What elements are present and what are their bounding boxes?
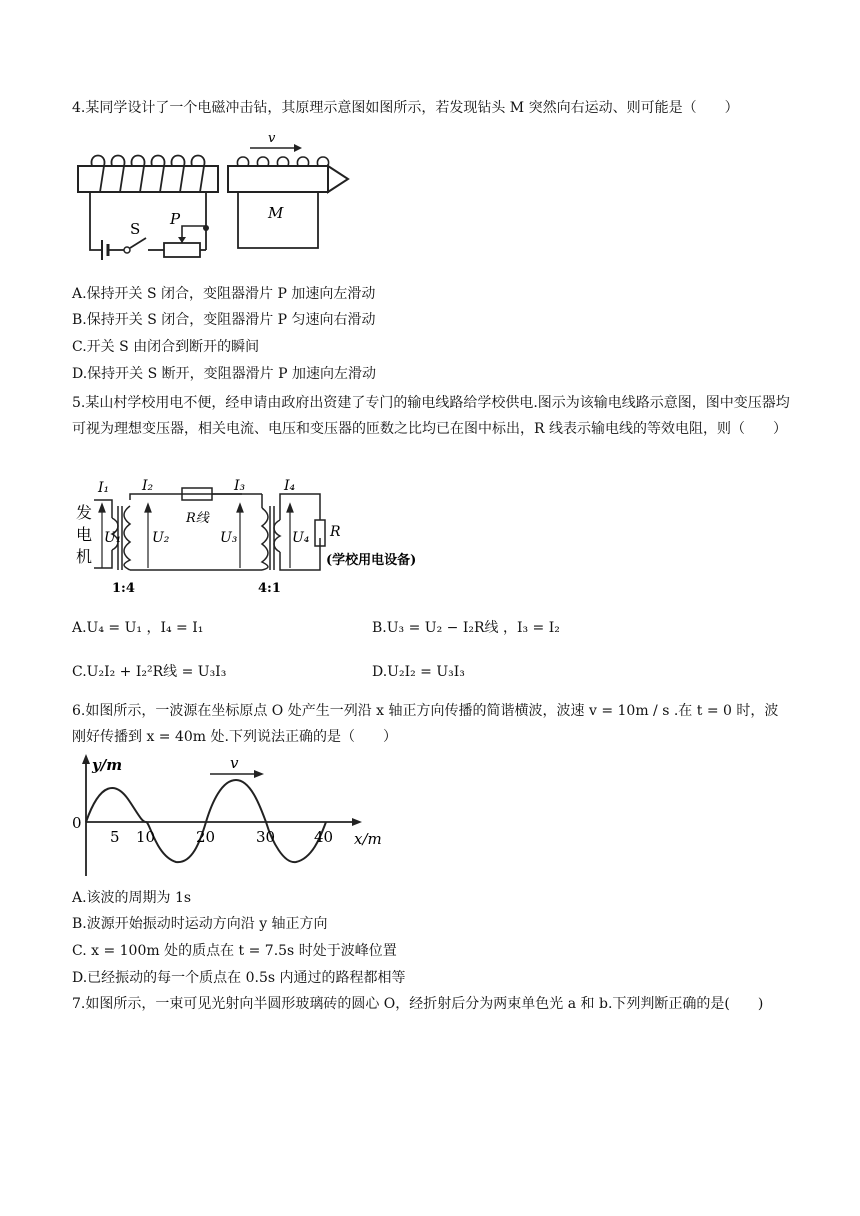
q5-school-label: (学校用电设备) [326,553,417,568]
q6-option-a: A.该波的周期为 1s [72,890,192,906]
q4-option-c: C.开关 S 由闭合到断开的瞬间 [72,339,260,355]
q5-option-a: A.U₄ = U₁ ，I₄ = I₁ [72,620,204,636]
q4-v-label: v [268,131,276,146]
q5-U2: U₂ [152,530,170,546]
q5-option-d: D.U₂I₂ = U₃I₃ [372,664,465,680]
q5-I4: I₄ [284,478,296,494]
q5-option-c: C.U₂I₂ + I₂²R线 = U₃I₃ [72,664,227,680]
q4-stem: 4.某同学设计了一个电磁冲击钻，其原理示意图如图所示，若发现钻头 M 突然向右运动、则可能是（ ） [72,100,739,116]
q6-tick-10: 10 [136,828,156,846]
q5-option-b: B.U₃ = U₂ − I₂R线 ，I₃ = I₂ [372,620,560,636]
q6-v-label: v [230,754,239,772]
q6-wave [86,780,326,862]
q5-U4: U₄ [292,530,310,546]
q5-generator-label: 发 电 机 [76,503,93,566]
q6-tick-30: 30 [256,828,276,846]
q4-M-label: M [268,204,284,222]
q5-stem: 5.某山村学校用电不便，经申请由政府出资建了专门的输电线路给学校供电.图示为该输电线路示意图，图中变压器均可视为理想变压器，相关电流、电压和变压器的匝数之比均已在图中标出，R 线表示输电线的等效电阻，则（ ） [72,395,790,437]
q6-figure [72,752,392,882]
q4-figure [72,130,362,265]
q5-Rline: R线 [186,511,209,526]
q7-stem: 7.如图所示，一束可见光射向半圆形玻璃砖的圆心 O，经折射后分为两束单色光 a 和 b.下列判断正确的是( ) [72,996,764,1012]
q6-option-b: B.波源开始振动时运动方向沿 y 轴正方向 [72,916,328,932]
q4-option-a: A.保持开关 S 闭合，变阻器滑片 P 加速向左滑动 [72,286,376,302]
q6-x-label: x/m [354,830,382,848]
q5-R: R [330,524,341,540]
q6-origin: 0 [72,814,82,832]
q5-figure [72,478,452,596]
q4-option-b: B.保持开关 S 闭合，变阻器滑片 P 匀速向右滑动 [72,312,376,328]
q6-option-d: D.已经振动的每一个质点在 0.5s 内通过的路程都相等 [72,970,406,986]
q5-I1: I₁ [98,480,110,496]
q6-tick-5: 5 [110,828,120,846]
q6-tick-20: 20 [196,828,216,846]
q6-stem: 6.如图所示，一波源在坐标原点 O 处产生一列沿 x 轴正方向传播的简谐横波，波速 v = 10m / s .在 t = 0 时，波刚好传播到 x = 40m 处.下列说法正确的是（ ） [72,703,779,745]
q4-option-d: D.保持开关 S 断开，变阻器滑片 P 加速向左滑动 [72,366,376,382]
q4-P-label: P [170,210,181,228]
q5-U3: U₃ [220,530,238,546]
q6-tick-40: 40 [314,828,334,846]
q5-U1: U₁ [104,530,122,546]
q5-ratio1: 1:4 [112,581,135,596]
q6-y-label: y/m [92,756,123,774]
q6-option-c: C. x = 100m 处的质点在 t = 7.5s 时处于波峰位置 [72,943,397,959]
q5-ratio2: 4:1 [258,581,281,596]
q4-S-label: S [130,220,141,238]
q5-I2: I₂ [142,478,154,494]
q5-I3: I₃ [234,478,246,494]
